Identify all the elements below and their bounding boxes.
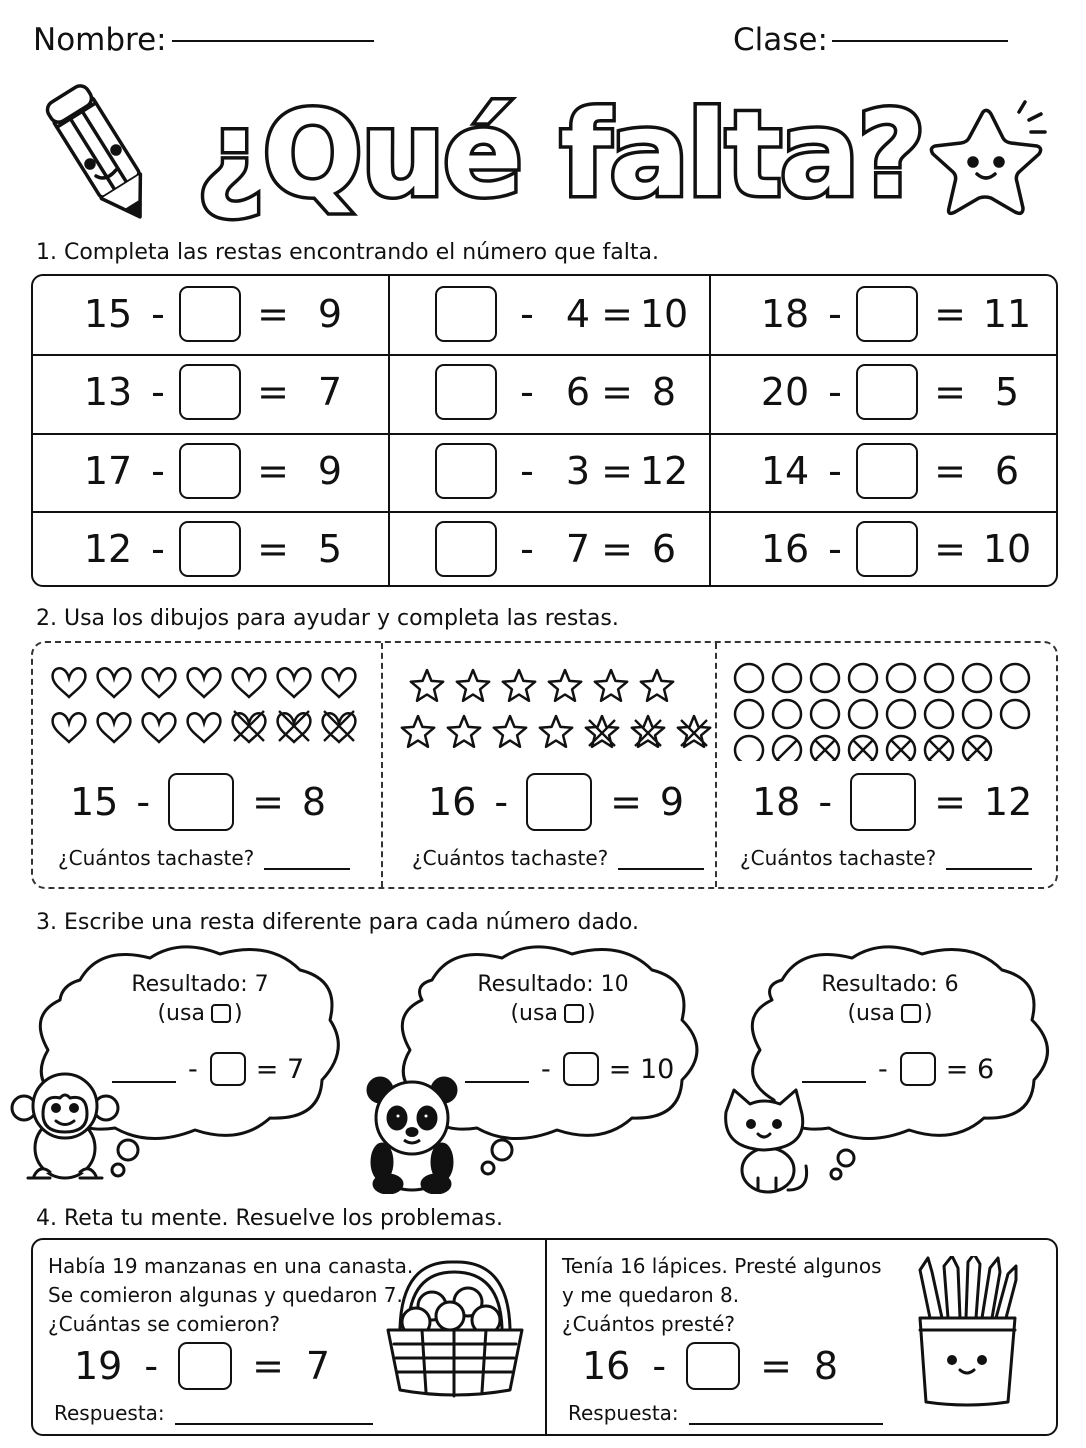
problem-line: y me quedaron 8. [562, 1283, 740, 1307]
answer-box[interactable] [168, 773, 234, 831]
crossed-circle-icon [887, 736, 915, 761]
equation-r: 11 [982, 292, 1032, 336]
equation-cell [387, 274, 708, 354]
equation-cell [387, 431, 708, 510]
equation-result: 12 [983, 780, 1033, 824]
equation-op: - [494, 780, 509, 824]
equation-eq: = [934, 370, 966, 414]
equation-a: 12 [83, 526, 133, 571]
circle-icon [811, 700, 839, 728]
crossed-star-icon [678, 716, 710, 747]
heart-icon [143, 668, 176, 697]
class-field[interactable] [832, 40, 1008, 42]
hint-box-icon [901, 1004, 921, 1023]
problem-line: ¿Cuántas se comieron? [48, 1312, 281, 1336]
question-text: ¿Cuántos tachaste? [412, 846, 609, 870]
equation-a: 20 [760, 370, 810, 414]
equation-cell [708, 431, 1058, 510]
problem-line: Tenía 16 lápices. Presté algunos [562, 1254, 882, 1278]
problem-equation [74, 1342, 330, 1390]
crossed-circle-icon [811, 736, 839, 761]
problem-equation [582, 1342, 838, 1390]
hint-suffix: ) [923, 1001, 933, 1026]
result-label: Resultado: 6 [821, 972, 959, 997]
equation-eq: = [934, 526, 966, 571]
equation-op: - [828, 448, 842, 493]
heart-icon [53, 668, 86, 697]
circle-icon [773, 664, 801, 692]
equation-a: 17 [83, 448, 133, 493]
heart-icon [188, 668, 221, 697]
circle-icon [773, 700, 801, 728]
equation-r: 5 [317, 526, 343, 571]
answer-box[interactable] [178, 1342, 232, 1390]
equation-eq: = [252, 1344, 284, 1388]
class-label: Clase: [733, 22, 828, 58]
equation-result: 9 [659, 780, 685, 824]
circle-icon [1001, 664, 1029, 692]
heart-icon [143, 713, 176, 742]
crossed-circle-icon [849, 736, 877, 761]
answer-box[interactable] [179, 443, 241, 499]
crossed-star-icon [586, 716, 618, 747]
star-icon [494, 716, 526, 747]
equation-r: 7 [317, 370, 343, 414]
heart-icon [233, 668, 266, 697]
crossed-circle-icon [925, 736, 953, 761]
helper-equation [70, 773, 326, 831]
equation-eq: = [257, 370, 289, 414]
answer-box[interactable] [435, 364, 497, 420]
heart-icon [98, 713, 131, 742]
circle-icon [735, 664, 763, 692]
equation-a: 19 [74, 1344, 123, 1388]
equation-a: 16 [428, 780, 477, 824]
equation-op: - [520, 370, 534, 414]
panda-icon [362, 1074, 462, 1194]
star-icon [503, 670, 535, 701]
equation-eq: = [257, 448, 289, 493]
circle-icon [887, 664, 915, 692]
equation-r: 9 [317, 292, 343, 336]
heart-icon [188, 713, 221, 742]
crossed-star-icon [632, 716, 664, 747]
crossed-heart-icon [323, 711, 356, 742]
star-icon [457, 670, 489, 701]
equation-op: - [520, 526, 534, 571]
answer-box[interactable] [900, 1052, 936, 1086]
answer-box[interactable] [856, 443, 918, 499]
circle-icon [735, 700, 763, 728]
equation-r: 12 [639, 448, 689, 493]
equation-b: 7 [565, 526, 591, 571]
star-icon [549, 670, 581, 701]
question-text: ¿Cuántos tachaste? [58, 846, 255, 870]
title-bubble-text [190, 78, 930, 228]
star-icon [595, 670, 627, 701]
equation-cell [31, 510, 387, 587]
equation-op: - [151, 292, 165, 336]
equation-b: 4 [565, 292, 591, 336]
equation-cell [387, 510, 708, 587]
equation-result: = 7 [255, 1053, 305, 1085]
equation-eq: = [934, 292, 966, 336]
answer-line[interactable] [946, 852, 1032, 870]
equation-r: 6 [994, 448, 1020, 493]
answer-box[interactable] [856, 364, 918, 420]
answer-box[interactable] [179, 286, 241, 342]
hint-suffix: ) [233, 1001, 243, 1026]
equation-a: 16 [582, 1344, 631, 1388]
answer-box[interactable] [563, 1052, 599, 1086]
answer-box[interactable] [856, 521, 918, 577]
cloud-prompt [433, 972, 673, 1026]
answer-box[interactable] [526, 773, 592, 831]
equation-r: 9 [317, 448, 343, 493]
hint-prefix: (usa [510, 1001, 558, 1026]
name-label: Nombre: [33, 22, 167, 58]
answer-box[interactable] [210, 1052, 246, 1086]
answer-box[interactable] [179, 364, 241, 420]
answer-box[interactable] [850, 773, 916, 831]
equation-eq: = [760, 1344, 792, 1388]
equation-eq: = [252, 780, 284, 824]
equation-cell [708, 510, 1058, 587]
hint-label [770, 1001, 1010, 1026]
minuend-line[interactable] [112, 1055, 176, 1083]
cat-icon [718, 1086, 814, 1198]
equation-cell [31, 431, 387, 510]
answer-label: Respuesta: [54, 1401, 165, 1425]
answer-line[interactable] [175, 1407, 373, 1425]
problem-line: ¿Cuántos presté? [562, 1312, 736, 1336]
cloud-equation [112, 1052, 304, 1086]
word-problem-text [562, 1252, 882, 1339]
circle-icon [849, 700, 877, 728]
equation-b: 6 [565, 370, 591, 414]
crossed-heart-icon [233, 711, 266, 742]
equation-cell [31, 274, 387, 354]
circle-icon [887, 700, 915, 728]
section3-heading: 3. Escribe una resta diferente para cada número dado. [36, 910, 639, 935]
equation-eq: = [934, 780, 966, 824]
section2-heading: 2. Usa los dibujos para ayudar y completa las restas. [36, 606, 619, 631]
answer-label: Respuesta: [568, 1401, 679, 1425]
equation-r: 6 [651, 526, 677, 571]
equation-a: 13 [83, 370, 133, 414]
crossed-heart-icon [278, 711, 311, 742]
hint-prefix: (usa [157, 1001, 205, 1026]
pencil-mascot-icon [40, 78, 165, 238]
equation-result: 8 [301, 780, 327, 824]
circle-icon [925, 700, 953, 728]
answer-box[interactable] [179, 521, 241, 577]
equation-eq: = [601, 448, 633, 493]
equation-a: 18 [760, 292, 810, 336]
circle-icon [735, 736, 763, 761]
equation-cell [708, 274, 1058, 354]
answer-line[interactable] [618, 852, 704, 870]
star-icon [448, 716, 480, 747]
section2-pictures [31, 641, 1058, 761]
equation-r: 10 [639, 292, 689, 336]
circle-icon [925, 664, 953, 692]
hint-label [80, 1001, 320, 1026]
svg-text:¿Qué falta?: ¿Qué falta? [196, 85, 924, 223]
hint-prefix: (usa [847, 1001, 895, 1026]
equation-a: 14 [760, 448, 810, 493]
answer-box[interactable] [435, 286, 497, 342]
helper-equation [752, 773, 1032, 831]
equation-a: 15 [83, 292, 133, 336]
equation-a: 15 [70, 780, 119, 824]
answer-box[interactable] [686, 1342, 740, 1390]
circle-icon [849, 664, 877, 692]
answer-box[interactable] [435, 443, 497, 499]
circle-icon [963, 664, 991, 692]
circle-icon [963, 700, 991, 728]
equation-result: 8 [813, 1344, 839, 1388]
heart-icon [278, 668, 311, 697]
problem-line: Había 19 manzanas en una canasta. [48, 1254, 414, 1278]
cloud-prompt [80, 972, 320, 1026]
crossed-count-question [412, 846, 704, 870]
crossed-count-question [58, 846, 350, 870]
equation-op: - [136, 780, 151, 824]
cloud-equation [802, 1052, 994, 1086]
result-label: Resultado: 7 [131, 972, 269, 997]
equation-eq: = [934, 448, 966, 493]
star-icon [402, 716, 434, 747]
answer-box[interactable] [435, 521, 497, 577]
equation-r: 5 [994, 370, 1020, 414]
crossed-circle-icon [963, 736, 991, 761]
star-icon [540, 716, 572, 747]
equation-op: - [541, 1053, 551, 1085]
equation-cell [31, 353, 387, 431]
equation-op: - [818, 780, 833, 824]
equation-op: - [520, 448, 534, 493]
equation-r: 10 [982, 526, 1032, 571]
hint-suffix: ) [586, 1001, 596, 1026]
minuend-line[interactable] [802, 1055, 866, 1083]
heart-icon [53, 713, 86, 742]
star-icon [641, 670, 673, 701]
answer-line[interactable] [264, 852, 350, 870]
answer-row [568, 1401, 883, 1425]
equation-result: 7 [305, 1344, 331, 1388]
equation-op: - [878, 1053, 888, 1085]
circle-icon [811, 664, 839, 692]
section4-heading: 4. Reta tu mente. Resuelve los problemas. [36, 1206, 503, 1231]
answer-line[interactable] [689, 1407, 883, 1425]
equation-op: - [151, 370, 165, 414]
equation-result: = 10 [608, 1053, 675, 1085]
hint-label [433, 1001, 673, 1026]
equation-op: - [652, 1344, 667, 1388]
crossed-count-question [740, 846, 1032, 870]
word-problem-text [48, 1252, 413, 1339]
result-label: Resultado: 10 [477, 972, 629, 997]
equation-op: - [520, 292, 534, 336]
cloud-equation [465, 1052, 674, 1086]
equation-eq: = [601, 370, 633, 414]
equation-op: - [828, 370, 842, 414]
equation-a: 18 [752, 780, 801, 824]
equation-op: - [144, 1344, 159, 1388]
equation-op: - [151, 448, 165, 493]
hint-box-icon [211, 1004, 231, 1023]
name-field[interactable] [172, 40, 374, 42]
answer-box[interactable] [856, 286, 918, 342]
equation-r: 8 [651, 370, 677, 414]
equation-eq: = [257, 526, 289, 571]
equation-op: - [828, 526, 842, 571]
circle-icon [1001, 700, 1029, 728]
equation-result: = 6 [945, 1053, 995, 1085]
helper-equation [428, 773, 684, 831]
star-mascot-icon [925, 98, 1053, 228]
equation-cell [708, 353, 1058, 431]
question-text: ¿Cuántos tachaste? [740, 846, 937, 870]
equation-eq: = [610, 780, 642, 824]
equation-op: - [188, 1053, 198, 1085]
heart-icon [323, 668, 356, 697]
equation-eq: = [601, 526, 633, 571]
equation-eq: = [257, 292, 289, 336]
apple-basket-icon [382, 1258, 527, 1400]
equation-op: - [828, 292, 842, 336]
crossed-circle-icon [773, 736, 801, 761]
hint-box-icon [564, 1004, 584, 1023]
equation-op: - [151, 526, 165, 571]
equation-b: 3 [565, 448, 591, 493]
cloud-prompt [770, 972, 1010, 1026]
answer-row [54, 1401, 373, 1425]
problem-line: Se comieron algunas y quedaron 7. [48, 1283, 403, 1307]
equation-a: 16 [760, 526, 810, 571]
section1-heading: 1. Completa las restas encontrando el número que falta. [36, 240, 659, 265]
equation-eq: = [601, 292, 633, 336]
equation-cell [387, 353, 708, 431]
star-icon [411, 670, 443, 701]
pencil-cup-icon [910, 1256, 1025, 1408]
monkey-icon [10, 1068, 120, 1184]
minuend-line[interactable] [465, 1055, 529, 1083]
heart-icon [98, 668, 131, 697]
